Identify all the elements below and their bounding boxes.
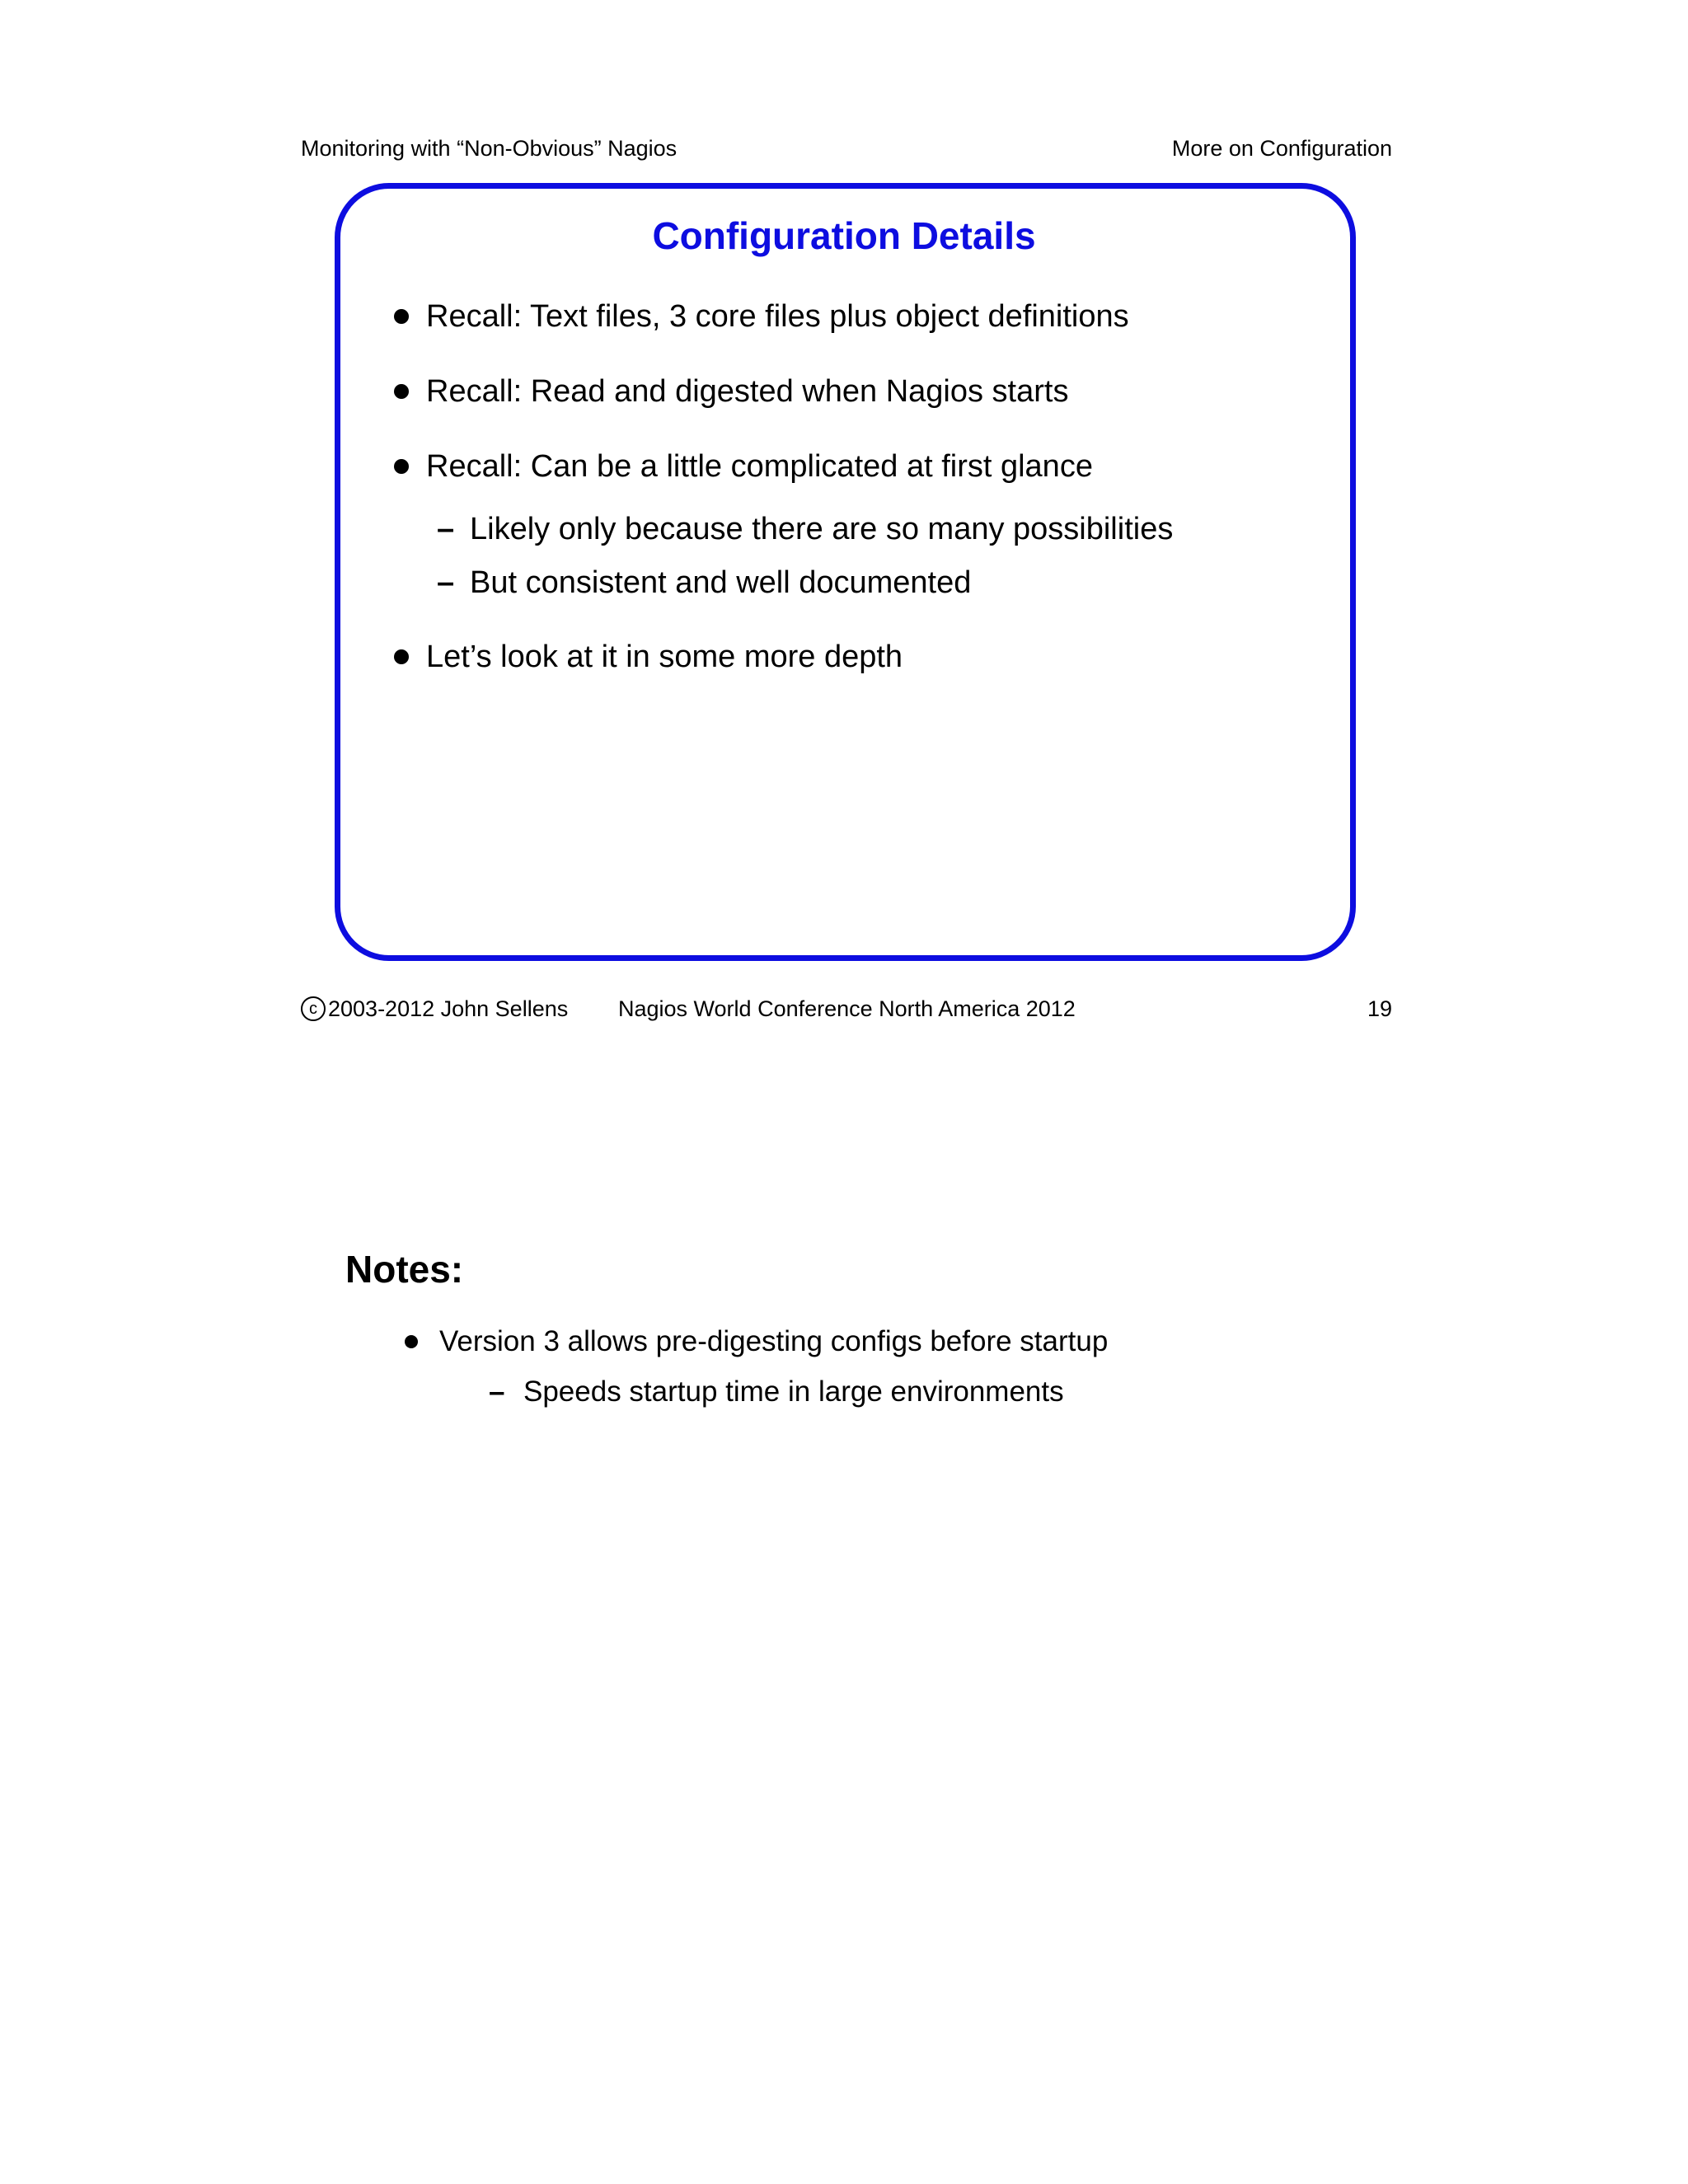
bullet-dot-icon bbox=[405, 1335, 418, 1348]
dash-marker: – bbox=[437, 512, 455, 546]
footer-copyright bbox=[301, 995, 568, 1023]
slide-bullet-text: Recall: Text files, 3 core files plus object definitions bbox=[426, 299, 1129, 334]
footer-conference: Nagios World Conference North America 2012 bbox=[618, 996, 1076, 1021]
dash-marker: – bbox=[437, 565, 455, 600]
notes-sub-bullet-text: Speeds startup time in large environments bbox=[523, 1376, 1064, 1408]
slide-sub-bullet-text: Likely only because there are so many possibilities bbox=[470, 512, 1174, 546]
slide-bullet-text: Let’s look at it in some more depth bbox=[426, 640, 903, 674]
footer-copyright-text: 2003-2012 John Sellens bbox=[328, 996, 569, 1021]
page-number: 19 bbox=[1367, 996, 1392, 1021]
running-header-title: Monitoring with “Non-Obvious” Nagios bbox=[301, 136, 678, 161]
slide-bullet-text: Recall: Read and digested when Nagios starts bbox=[426, 374, 1069, 409]
bullet-dot-icon bbox=[394, 309, 409, 324]
notes-bullet-text: Version 3 allows pre-digesting configs before startup bbox=[439, 1325, 1109, 1357]
bullet-dot-icon bbox=[394, 384, 409, 399]
slide-title: Configuration Details bbox=[652, 214, 1036, 257]
running-header-section: More on Configuration bbox=[1171, 136, 1392, 161]
dash-marker: – bbox=[489, 1376, 505, 1408]
copyright-icon: c bbox=[301, 996, 326, 1021]
bullet-dot-icon bbox=[394, 649, 409, 664]
slide-sub-bullet-text: But consistent and well documented bbox=[470, 565, 972, 600]
bullet-dot-icon bbox=[394, 459, 409, 474]
notes-heading: Notes: bbox=[345, 1248, 464, 1291]
slide-bullet-text: Recall: Can be a little complicated at first glance bbox=[426, 449, 1093, 484]
